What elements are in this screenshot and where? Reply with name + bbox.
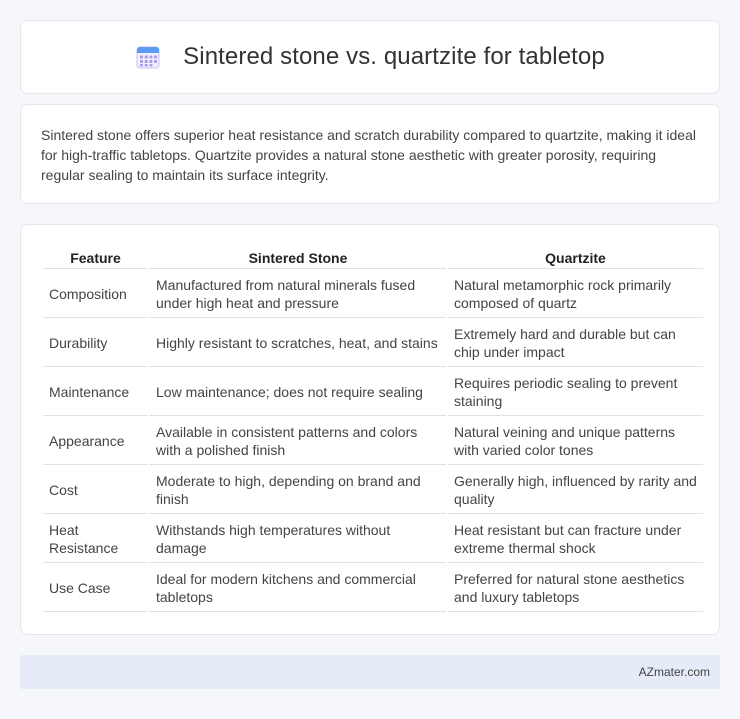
- sintered-stone-cell: Low maintenance; does not require sealing: [150, 369, 446, 416]
- table-row: [43, 516, 703, 563]
- quartzite-cell: Natural veining and unique patterns with varied color tones: [448, 418, 703, 465]
- sintered-stone-cell: Manufactured from natural minerals fused under high heat and pressure: [150, 271, 446, 318]
- table-row: [43, 320, 703, 367]
- table-row: [43, 271, 703, 318]
- header-feature: Feature: [43, 247, 148, 269]
- quartzite-cell: Extremely hard and durable but can chip under impact: [448, 320, 703, 367]
- quartzite-cell: Preferred for natural stone aesthetics and luxury tabletops: [448, 565, 703, 612]
- feature-cell: Composition: [43, 271, 148, 318]
- sintered-stone-cell: Moderate to high, depending on brand and finish: [150, 467, 446, 514]
- footer-site-link[interactable]: AZmater.com: [638, 665, 710, 679]
- quartzite-cell: Generally high, influenced by rarity and quality: [448, 467, 703, 514]
- sintered-stone-cell: Withstands high temperatures without damage: [150, 516, 446, 563]
- feature-cell: Heat Resistance: [43, 516, 148, 563]
- summary-card: [20, 104, 720, 204]
- feature-cell: Durability: [43, 320, 148, 367]
- table-row: [43, 565, 703, 612]
- sintered-stone-cell: Ideal for modern kitchens and commercial tabletops: [150, 565, 446, 612]
- title-card: [20, 20, 720, 94]
- calendar-icon: [135, 44, 161, 70]
- quartzite-cell: Requires periodic sealing to prevent staining: [448, 369, 703, 416]
- sintered-stone-cell: Highly resistant to scratches, heat, and stains: [150, 320, 446, 367]
- feature-cell: Use Case: [43, 565, 148, 612]
- table-row: [43, 418, 703, 465]
- table-header-row: [43, 247, 703, 269]
- summary-text: Sintered stone offers superior heat resistance and scratch durability compared to quartzite, making it ideal for high-traffic tabletops. Quartzite provides a natural stone aesthetic with greater porosity, requiring regular sealing to maintain its surface integrity.: [41, 127, 696, 183]
- page-title: Sintered stone vs. quartzite for tabletop: [183, 43, 605, 70]
- feature-cell: Cost: [43, 467, 148, 514]
- quartzite-cell: Natural metamorphic rock primarily composed of quartz: [448, 271, 703, 318]
- header-sintered-stone: Sintered Stone: [150, 247, 446, 269]
- title-wrap: [135, 43, 605, 71]
- sintered-stone-cell: Available in consistent patterns and colors with a polished finish: [150, 418, 446, 465]
- footer-bar: [20, 655, 720, 689]
- comparison-table: [41, 245, 705, 614]
- quartzite-cell: Heat resistant but can fracture under extreme thermal shock: [448, 516, 703, 563]
- table-row: [43, 467, 703, 514]
- comparison-table-card: [20, 224, 720, 635]
- table-row: [43, 369, 703, 416]
- header-quartzite: Quartzite: [448, 247, 703, 269]
- feature-cell: Maintenance: [43, 369, 148, 416]
- feature-cell: Appearance: [43, 418, 148, 465]
